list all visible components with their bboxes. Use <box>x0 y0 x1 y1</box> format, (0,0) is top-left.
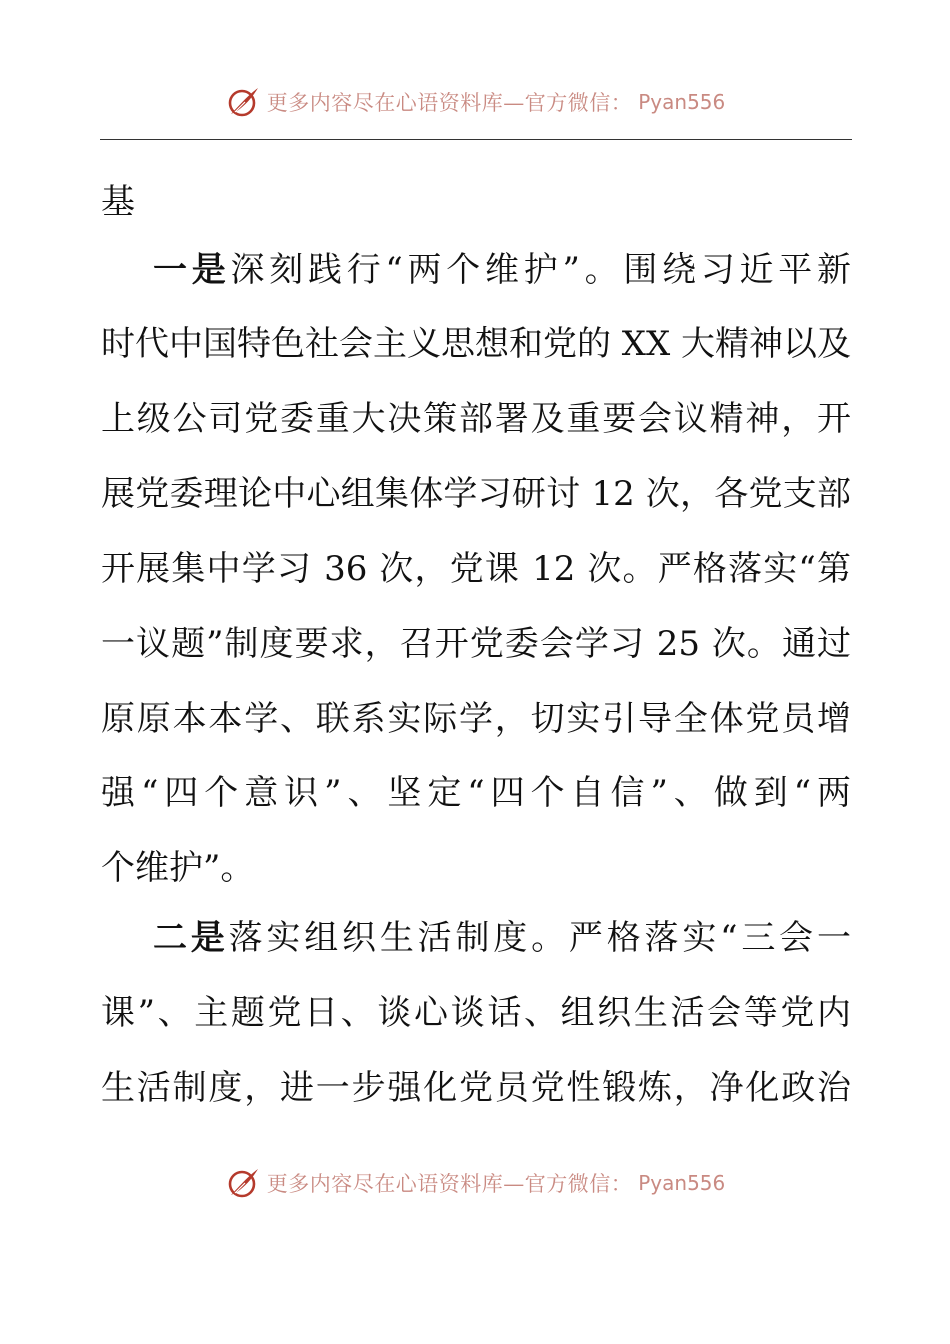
header-divider <box>100 139 852 140</box>
paragraph-1-line-5: 开展集中学习 36 次，党课 12 次。严格落实“第 <box>101 549 851 589</box>
header-banner <box>0 82 950 122</box>
footer-banner <box>0 1163 950 1203</box>
paragraph-1-line-1 <box>153 250 851 290</box>
header-banner-wechat-id: Pyan556 <box>638 90 726 114</box>
paragraph-1-line-7: 原原本本学、联系实际学，切实引导全体党员增 <box>101 699 851 739</box>
paragraph-1-line-1-text: 深刻践行“两个维护”。围绕习近平新 <box>230 250 852 290</box>
paragraph-2-line-3: 生活制度，进一步强化党员党性锻炼，净化政治 <box>101 1068 851 1108</box>
header-banner-text: 更多内容尽在心语资料库—官方微信： <box>266 91 633 115</box>
quill-logo-icon <box>225 84 261 120</box>
paragraph-1-line-9: 个维护”。 <box>101 848 255 888</box>
carry-over-text: 基 <box>101 182 135 222</box>
paragraph-1-line-8: 强“四个意识”、坚定“四个自信”、做到“两 <box>101 773 851 813</box>
paragraph-2-line-1 <box>153 918 851 958</box>
paragraph-2-line-1-text: 落实组织生活制度。严格落实“三会一 <box>228 918 851 958</box>
paragraph-1-line-6: 一议题”制度要求，召开党委会学习 25 次。通过 <box>101 624 851 664</box>
paragraph-1-line-3: 上级公司党委重大决策部署及重要会议精神，开 <box>101 399 851 439</box>
footer-banner-wechat-id: Pyan556 <box>638 1171 726 1195</box>
quill-logo-icon <box>225 1165 261 1201</box>
paragraph-1-line-4: 展党委理论中心组集体学习研讨 12 次，各党支部 <box>101 474 851 514</box>
footer-banner-text: 更多内容尽在心语资料库—官方微信： <box>266 1172 633 1196</box>
paragraph-1-lead: 一是 <box>153 250 231 290</box>
paragraph-2-line-2: 课”、主题党日、谈心谈话、组织生活会等党内 <box>101 993 851 1033</box>
paragraph-2-lead: 二是 <box>153 918 229 958</box>
paragraph-1-line-2: 时代中国特色社会主义思想和党的 XX 大精神以及 <box>101 324 852 364</box>
